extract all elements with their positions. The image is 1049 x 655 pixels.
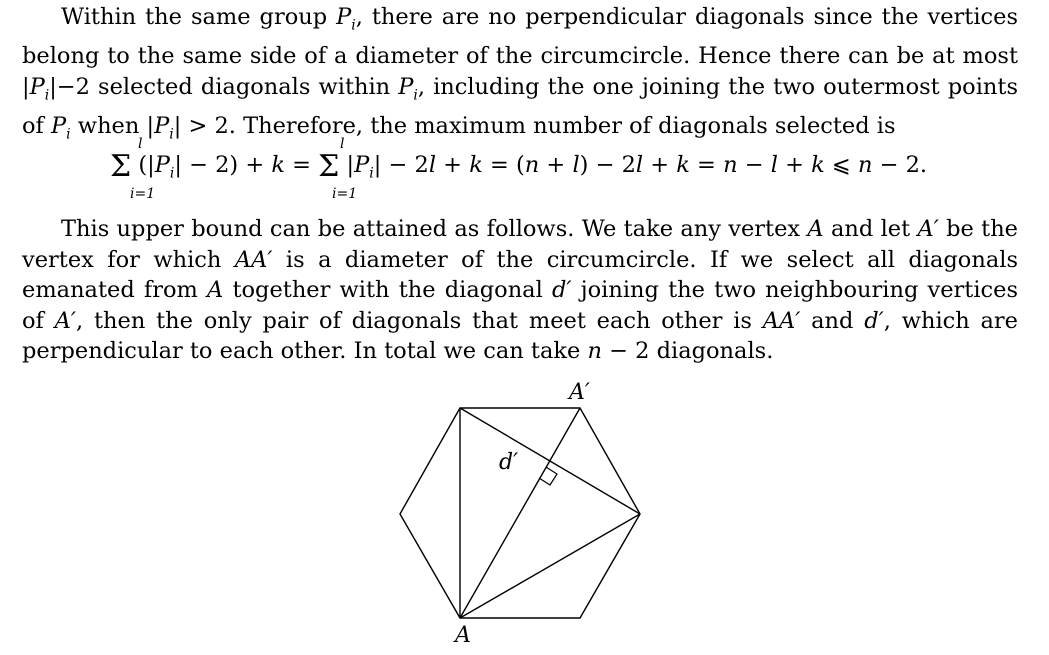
diameter-AA-prime (460, 408, 580, 618)
sum1-upper-limit: l (138, 136, 143, 152)
sum-symbol-1: Σ (110, 149, 132, 184)
diagonal-A-to-right (460, 514, 640, 618)
sum1-lower-limit: i=1 (130, 186, 156, 202)
hexagon-diagram (380, 378, 680, 655)
hexagon-figure (380, 378, 680, 655)
display-equation (110, 136, 940, 206)
paragraph-2: This upper bound can be attained as follows. We take any vertex A and let A′ be the vertex for which AA′ is a diameter of the circumcircle. If we select all diagonals emanated from A together with the diagonal d′ joining the two neighbouring vertices of A′, then the only pair of diagonals that meet each other is AA′ and d′, which are perpendicular to each other. In total we can take n − 2 diagonals. (22, 216, 1019, 364)
label-A-prime: A′ (569, 380, 590, 405)
paragraph-1: Within the same group $P_i$, there are no perpendicular diagonals since the vertices belong to the same side of a diameter of the circumcircle. Hence there can be at most $|P_i|-2$ selected diagonals within $P_i$, including the one joining the two outermost points of $P_i$ when $|P_i| > 2$. Therefore, the maximum number of diagonals selected is (22, 4, 1018, 142)
equation-body: Σ $(|P_i| - 2) + k = \Sigma$ $|P_i| - 2l + k = (n + l) - 2l + k = n - l + k$ ⩽ n − 2. (110, 149, 928, 184)
sum2-upper-limit: l (340, 136, 345, 152)
label-d-prime: d′ (499, 450, 519, 475)
label-A: A (455, 623, 471, 648)
sum-symbol-2: Σ (318, 149, 340, 184)
sum2-lower-limit: i=1 (332, 186, 358, 202)
